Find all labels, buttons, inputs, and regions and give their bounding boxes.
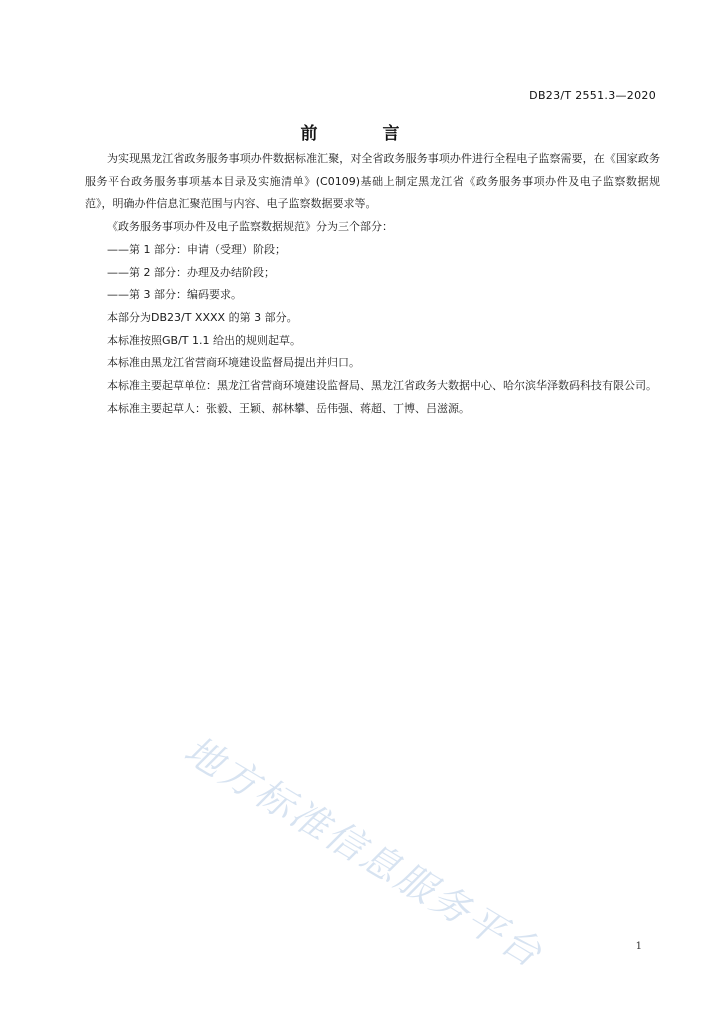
document-code: DB23/T 2551.3—2020 [529, 89, 656, 102]
paragraph-drafting-units: 本标准主要起草单位：黑龙江省营商环境建设监督局、黑龙江省政务大数据中心、哈尔滨华泽数码科技有限公司。 [107, 379, 657, 393]
paragraph-this-part: 本部分为DB23/T XXXX 的第 3 部分。 [107, 310, 298, 324]
paragraph-drafters: 本标准主要起草人：张毅、王颖、郝林攀、岳伟强、蒋超、丁博、吕滋源。 [107, 401, 470, 415]
paragraph-parts-intro: 《政务服务事项办件及电子监察数据规范》分为三个部分： [107, 220, 393, 234]
watermark: 地方标准信息服务平台 [176, 727, 551, 977]
list-item-part-2: ——第 2 部分：办理及办结阶段； [107, 265, 275, 279]
paragraph-proposer: 本标准由黑龙江省营商环境建设监督局提出并归口。 [107, 356, 360, 370]
list-item-part-3: ——第 3 部分：编码要求。 [107, 288, 242, 302]
page-number: 1 [635, 941, 642, 952]
list-item-part-1: ——第 1 部分：申请（受理）阶段； [107, 242, 286, 256]
paragraph-drafting-rules: 本标准按照GB/T 1.1 给出的规则起草。 [107, 333, 301, 347]
paragraph-purpose: 为实现黑龙江省政务服务事项办件数据标准汇聚，对全省政务服务事项办件进行全程电子监察需要，在《国家政务服务平台政务服务事项基本目录及实施清单》(C0109)基础上制定黑龙江省《政务服务事项办件及电子监察数据规范》，明确办件信息汇聚范围与内容、电子监察数据要求等。 [85, 152, 660, 211]
section-title: 前 言 [300, 124, 424, 144]
foreword-body [85, 148, 660, 420]
